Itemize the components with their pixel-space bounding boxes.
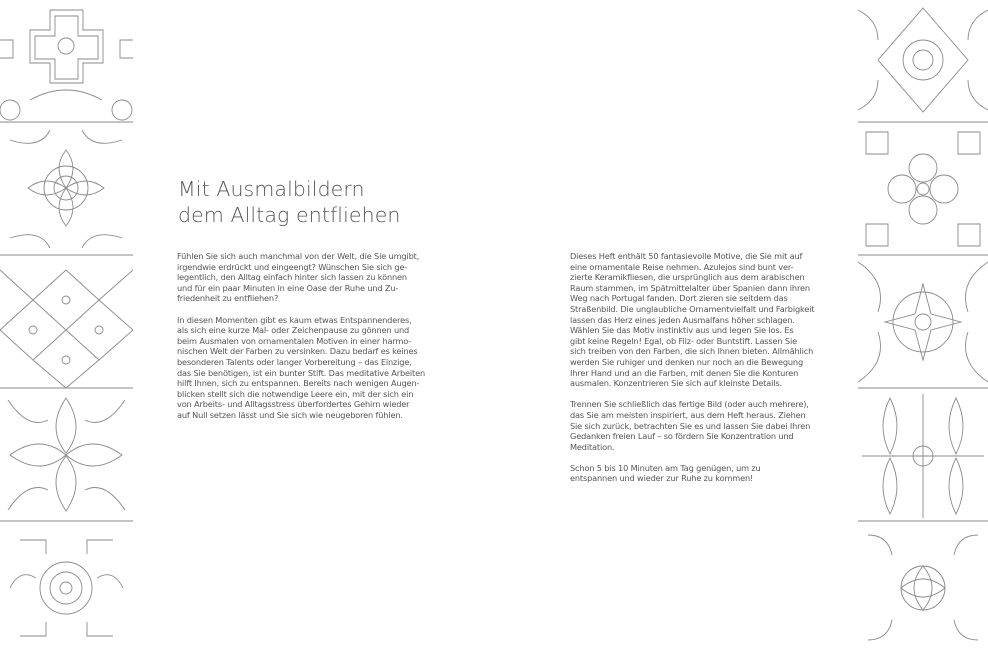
text-line: irgendwie erdrückt und eingeengt? Wünschen Sie sich ge- [177, 261, 408, 272]
text-line: blicken stellt sich die notwendige Leere ein, mit der sich ein [177, 388, 414, 399]
text-line: zierte Keramikfliesen, die ursprünglich aus dem arabischen [570, 272, 805, 283]
text-line: gibt keine Regeln! Egal, ob Filz- oder Buntstift. Lassen Sie [570, 335, 797, 346]
tile-curl [868, 535, 978, 640]
text-line: werden Sie ruhiger und denken nur noch an die Bewegung [570, 356, 804, 367]
paragraph [177, 251, 427, 304]
tile-star-flower [858, 262, 988, 382]
paragraph [177, 315, 427, 421]
text-line: Gedanken freien Lauf – so fördern Sie Konzentration und [570, 431, 794, 442]
text-line: Wählen Sie das Motiv instinktiv aus und legen Sie los. Es [570, 325, 794, 336]
text-line: Sie sich zurück, betrachten Sie es und lassen Sie dabei Ihren [570, 420, 811, 431]
text-line: Straßenbild. Die unglaubliche Ornamentvielfalt und Farbigkeit [570, 303, 815, 314]
text-line: Weg nach Portugal fanden. Dort zieren sie seitdem das [570, 293, 788, 304]
text-line: das Sie benötigen, ist ein bunter Stift. Das meditative Arbeiten [177, 367, 426, 378]
left-text-column [177, 251, 427, 431]
text-line: Raum stammen, im Spätmittelalter über Spanien dann ihren [570, 282, 810, 293]
text-line: als sich eine kurze Mal- oder Zeichenpause zu gönnen und [177, 325, 410, 336]
right-text-column [570, 251, 820, 495]
page-title [178, 176, 438, 228]
text-line: Meditation. [570, 441, 615, 452]
text-line: sich treiben von den Farben, die sich Ihnen bieten. Allmählich [570, 346, 814, 357]
text-line: Schon 5 bis 10 Minuten am Tag genügen, um zu [570, 462, 761, 473]
tile-medallion [10, 130, 122, 248]
right-tile-border [858, 0, 988, 648]
page-title-line-1: Mit Ausmalbildern [178, 177, 365, 201]
text-line: In diesen Momenten gibt es kaum etwas Entspannenderes, [177, 314, 412, 325]
tile-petals [862, 394, 984, 518]
text-line: von Arbeits- und Alltagsstress überfordertes Gehirn wieder [177, 399, 410, 410]
text-line: Dieses Heft enthält 50 fantasievolle Motive, die Sie mit auf [570, 251, 803, 261]
tile-cross [0, 10, 133, 120]
tile-quatrefoil [866, 132, 980, 246]
text-line: lassen das Herz eines jeden Ausmalfans höher schlagen. [570, 314, 795, 325]
text-line: ausmalen. Konzentrieren Sie sich auf kleinste Details. [570, 378, 782, 389]
text-line: besonderen Talents oder langer Vorbereitung – das Einzige, [177, 356, 412, 367]
text-line: auf Null setzen lässt und Sie sich wie neugeboren fühlen. [177, 409, 403, 420]
text-line: legentlich, den Alltag einfach hinter sich lassen zu können [177, 272, 407, 283]
azulejo-pattern-left [0, 0, 133, 648]
text-line: beim Ausmalen von ornamentalen Motiven in einer harmo- [177, 335, 412, 346]
text-line: Ihrer Hand und an die Farben, mit denen Sie die Konturen [570, 367, 799, 378]
paragraph [570, 399, 820, 452]
paragraph [570, 463, 820, 484]
left-tile-border [0, 0, 133, 648]
text-line: das Sie am meisten inspiriert, aus dem Heft heraus. Ziehen [570, 409, 806, 420]
text-line: Trennen Sie schließlich das fertige Bild (oder auch mehrere), [570, 399, 809, 410]
page-title-line-2: dem Alltag entfliehen [178, 203, 401, 227]
text-line: hilft Ihnen, sich zu entspannen. Bereits nach wenigen Augen- [177, 378, 420, 389]
text-line: und für ein paar Minuten in eine Oase der Ruhe und Zu- [177, 282, 399, 293]
text-line: friedenheit zu entfliehen? [177, 293, 279, 304]
azulejo-pattern-right [858, 0, 988, 648]
text-line: Fühlen Sie sich auch manchmal von der Welt, die Sie umgibt, [177, 251, 420, 261]
text-line: eine ornamentale Reise nehmen. Azulejos sind bunt ver- [570, 261, 794, 272]
paragraph [570, 251, 820, 389]
tile-fleur [8, 398, 125, 511]
tile-ring [10, 540, 123, 636]
tile-lattice [0, 270, 133, 388]
tile-ring-diamond [858, 8, 988, 112]
text-line: nischen Welt der Farben zu versinken. Dazu bedarf es keines [177, 346, 418, 357]
text-line: entspannen und wieder zur Ruhe zu kommen! [570, 473, 754, 484]
